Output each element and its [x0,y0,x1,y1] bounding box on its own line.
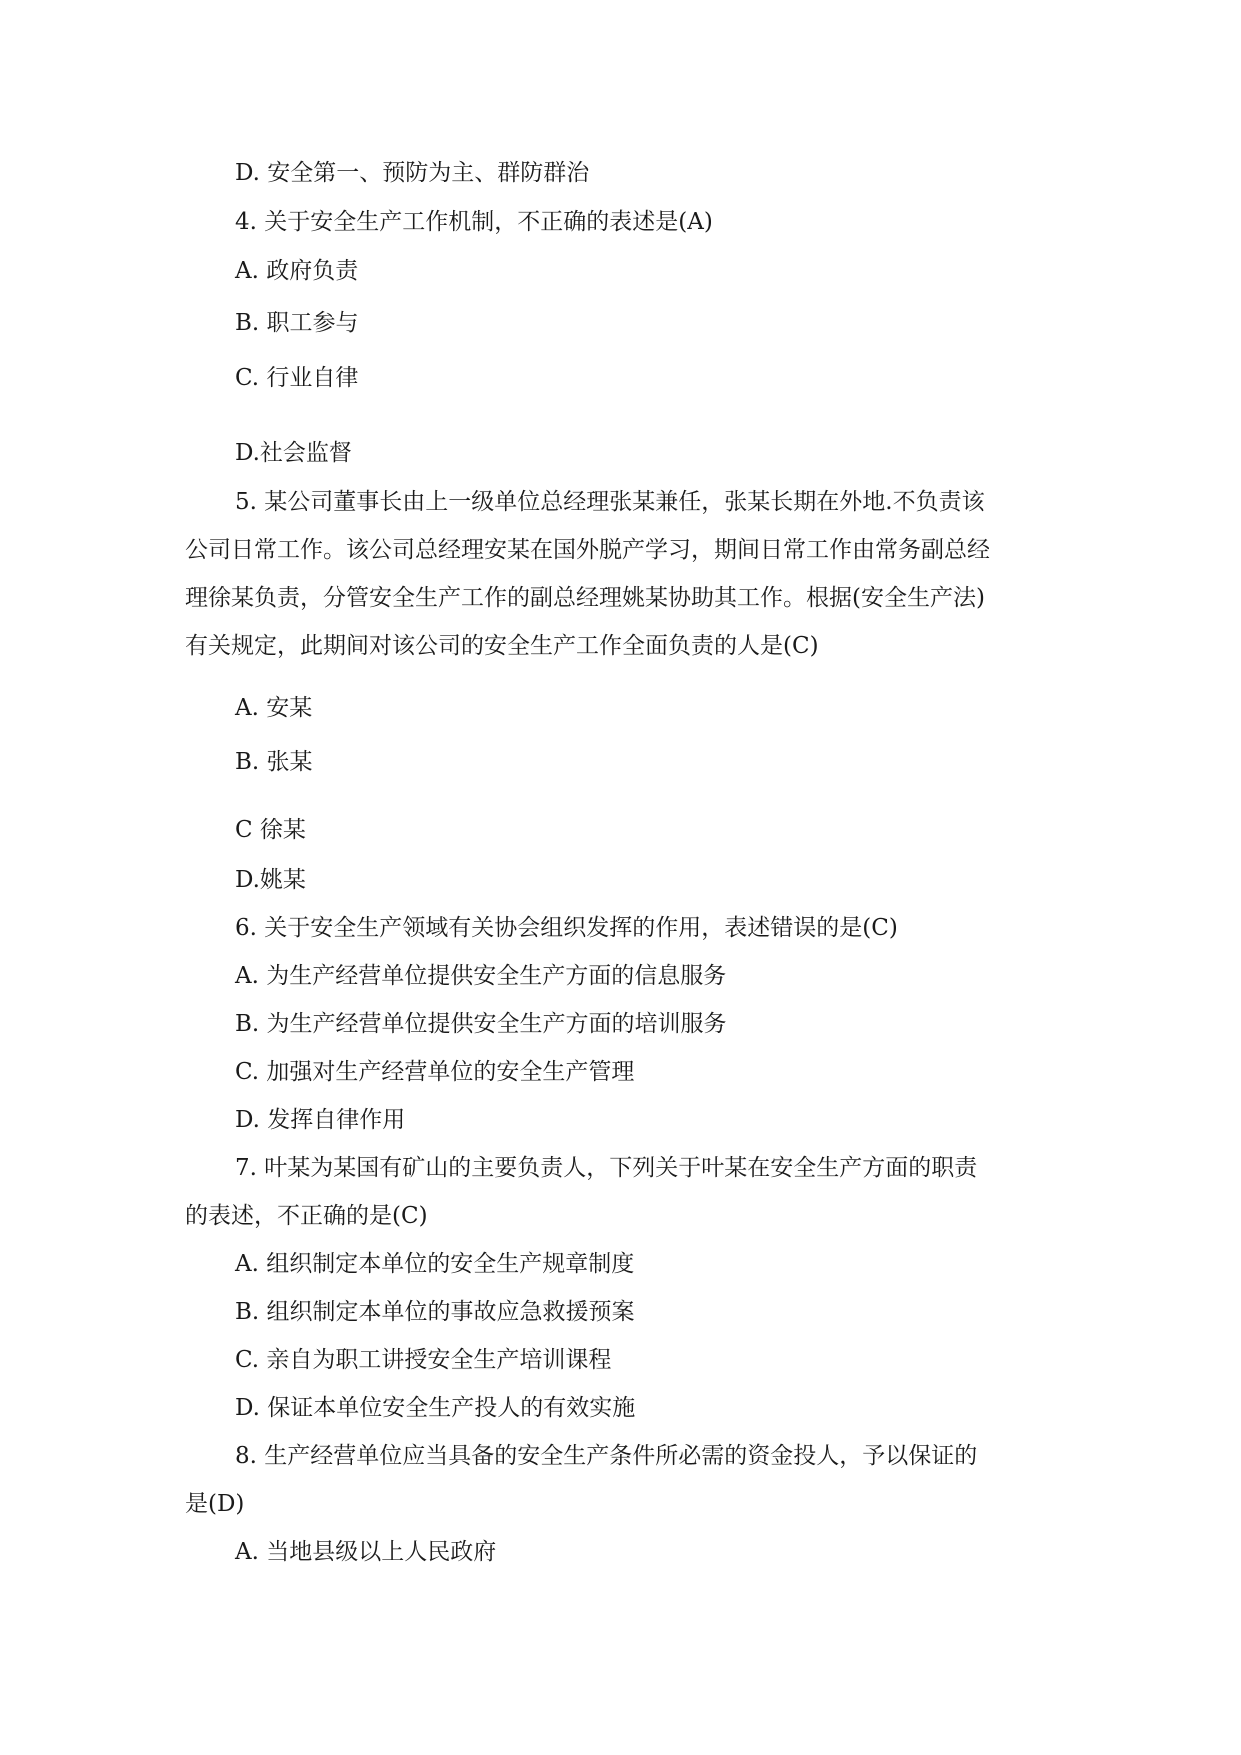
q7-stem-line-1: 7. 叶某为某国有矿山的主要负责人，下列关于叶某在安全生产方面的职责 [235,1155,978,1181]
q5-option-a: A. 安某 [235,695,313,721]
q5-stem-line-2: 公司日常工作。该公司总经理安某在国外脱产学习，期间日常工作由常务副总经 [185,537,990,563]
q5-stem-line-3: 理徐某负责，分管安全生产工作的副总经理姚某协助其工作。根据(安全生产法) [185,585,985,611]
q4-stem: 4. 关于安全生产工作机制，不正确的表述是(A) [235,209,713,235]
q5-option-d: D.姚某 [235,867,306,893]
q7-option-d: D. 保证本单位安全生产投人的有效实施 [235,1395,636,1421]
q5-stem-line-4: 有关规定，此期间对该公司的安全生产工作全面负责的人是(C) [185,633,819,659]
q6-option-b: B. 为生产经营单位提供安全生产方面的培训服务 [235,1011,727,1037]
q6-option-a: A. 为生产经营单位提供安全生产方面的信息服务 [235,963,727,989]
q6-option-c: C. 加强对生产经营单位的安全生产管理 [235,1059,635,1085]
q8-stem-line-2: 是(D) [185,1491,245,1517]
q7-option-c: C. 亲自为职工讲授安全生产培训课程 [235,1347,612,1373]
q7-option-a: A. 组织制定本单位的安全生产规章制度 [235,1251,635,1277]
q4-option-a: A. 政府负责 [235,258,359,284]
q4-option-c: C. 行业自律 [235,365,359,391]
q4-option-d: D.社会监督 [235,440,352,466]
q5-stem-line-1: 5. 某公司董事长由上一级单位总经理张某兼任，张某长期在外地.不负责该 [235,489,985,515]
q6-stem: 6. 关于安全生产领域有关协会组织发挥的作用，表述错误的是(C) [235,915,898,941]
q7-stem-line-2: 的表述，不正确的是(C) [185,1203,428,1229]
q7-option-b: B. 组织制定本单位的事故应急救援预案 [235,1299,635,1325]
q4-option-b: B. 职工参与 [235,310,359,336]
q8-stem-line-1: 8. 生产经营单位应当具备的安全生产条件所必需的资金投人，予以保证的 [235,1443,978,1469]
q5-option-b: B. 张某 [235,749,313,775]
q8-option-a: A. 当地县级以上人民政府 [235,1539,497,1565]
q3-option-d: D. 安全第一、预防为主、群防群治 [235,160,590,186]
q6-option-d: D. 发挥自律作用 [235,1107,406,1133]
q5-option-c: C 徐某 [235,817,306,843]
